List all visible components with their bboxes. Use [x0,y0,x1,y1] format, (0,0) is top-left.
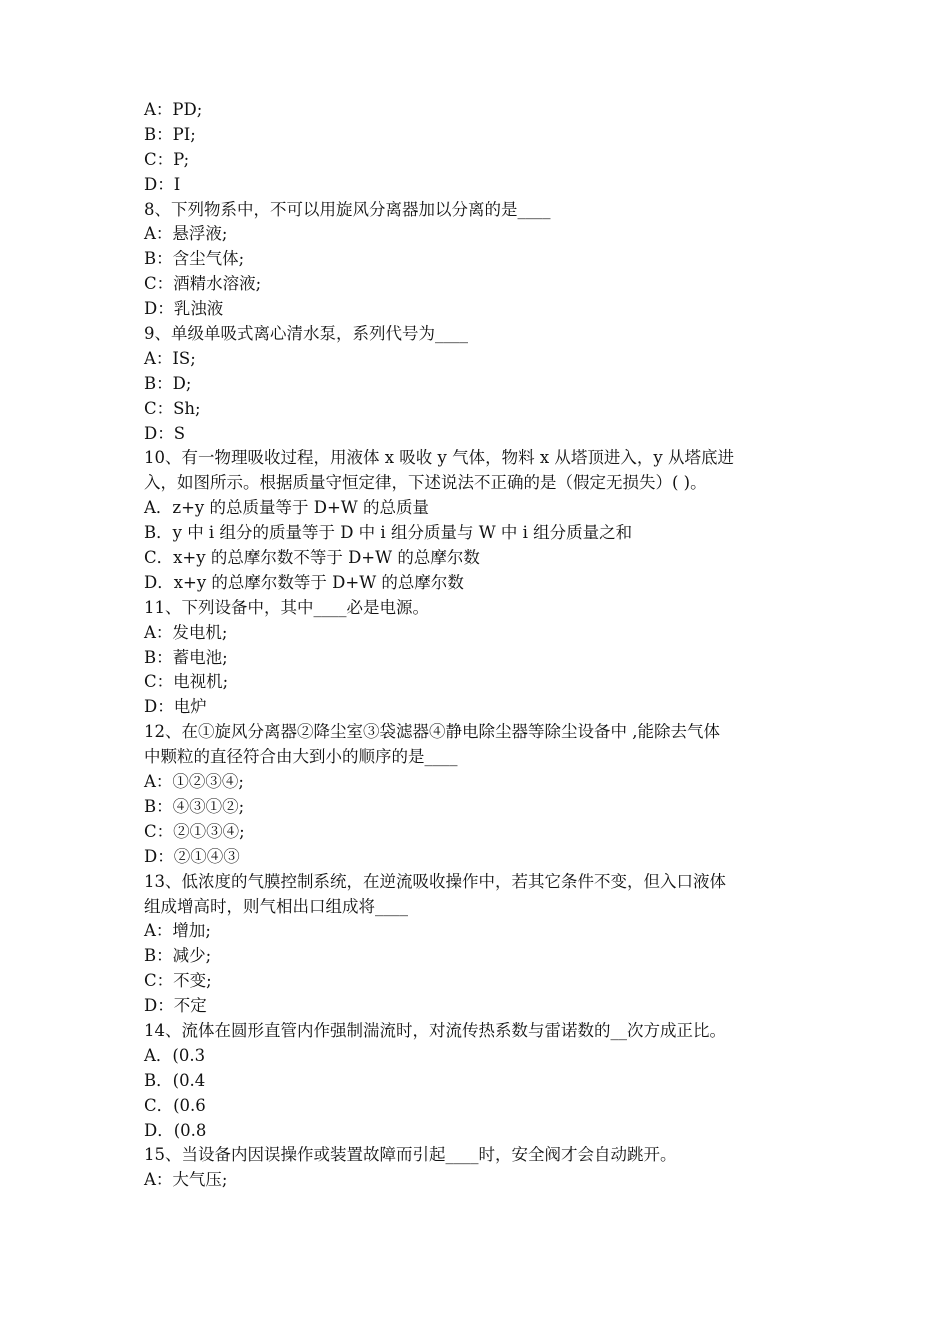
text-line: D：不定 [144,996,207,1016]
text-line: D：S [144,423,186,443]
text-line: A：IS; [144,348,196,368]
text-line: C：酒精水溶液; [144,274,262,294]
text-line: B：D; [144,373,192,393]
text-line: B：蓄电池; [144,647,228,667]
question-9: 9、单级单吸式离心清水泵，系列代号为____ [144,324,468,344]
text-line: A：增加; [144,921,211,941]
document-page [144,98,824,1193]
text-line: B：PI; [144,124,196,144]
text-line: C：②①③④; [144,821,245,841]
question-13: 13、低浓度的气膜控制系统，在逆流吸收操作中，若其它条件不变，但入口液体 [144,871,726,891]
text-line: A．(0.3 [144,1045,206,1065]
text-line: D：电炉 [144,697,207,717]
text-line: B：④③①②; [144,796,245,816]
text-line: A：大气压; [144,1170,228,1190]
text-line: C：P; [144,149,190,169]
text-line: A．z+y 的总质量等于 D+W 的总质量 [144,498,430,518]
text-line: D：②①④③ [144,846,240,866]
text-line: C．(0.6 [144,1095,206,1115]
text-line: D：乳浊液 [144,299,224,319]
question-14: 14、流体在圆形直管内作强制湍流时，对流传热系数与雷诺数的__次方成正比。 [144,1020,726,1040]
text-line: C．x+y 的总摩尔数不等于 D+W 的总摩尔数 [144,548,480,568]
text-line: A：①②③④; [144,772,244,792]
text-line: C：不变; [144,971,212,991]
question-8: 8、下列物系中，不可以用旋风分离器加以分离的是____ [144,199,551,219]
text-line: A：悬浮液; [144,224,228,244]
text-line: C：Sh; [144,398,201,418]
question-10: 10、有一物理吸收过程，用液体 x 吸收 y 气体，物料 x 从塔顶进入，y 从塔底进 [144,448,734,468]
text-line: 入，如图所示。根据质量守恒定律，下述说法不正确的是（假定无损失）( )。 [144,473,707,493]
text-line: 中颗粒的直径符合由大到小的顺序的是____ [144,747,458,767]
text-line: B．(0.4 [144,1070,206,1090]
text-line: D．x+y 的总摩尔数等于 D+W 的总摩尔数 [144,572,464,592]
question-15: 15、当设备内因误操作或装置故障而引起____时，安全阀才会自动跳开。 [144,1145,677,1165]
text-line: 组成增高时，则气相出口组成将____ [144,896,408,916]
text-line: B：含尘气体; [144,249,245,269]
text-line: A：PD; [144,100,203,119]
text-line: D：I [144,174,181,194]
text-line: B．y 中 i 组分的质量等于 D 中 i 组分质量与 W 中 i 组分质量之和 [144,523,633,543]
text-line: C：电视机; [144,672,229,692]
text-line: A：发电机; [144,622,228,642]
question-12: 12、在①旋风分离器②降尘室③袋滤器④静电除尘器等除尘设备中 ,能除去气体 [144,722,720,742]
question-11: 11、下列设备中，其中____必是电源。 [144,597,429,617]
text-line: B：减少; [144,946,212,966]
text-line: D．(0.8 [144,1120,207,1140]
